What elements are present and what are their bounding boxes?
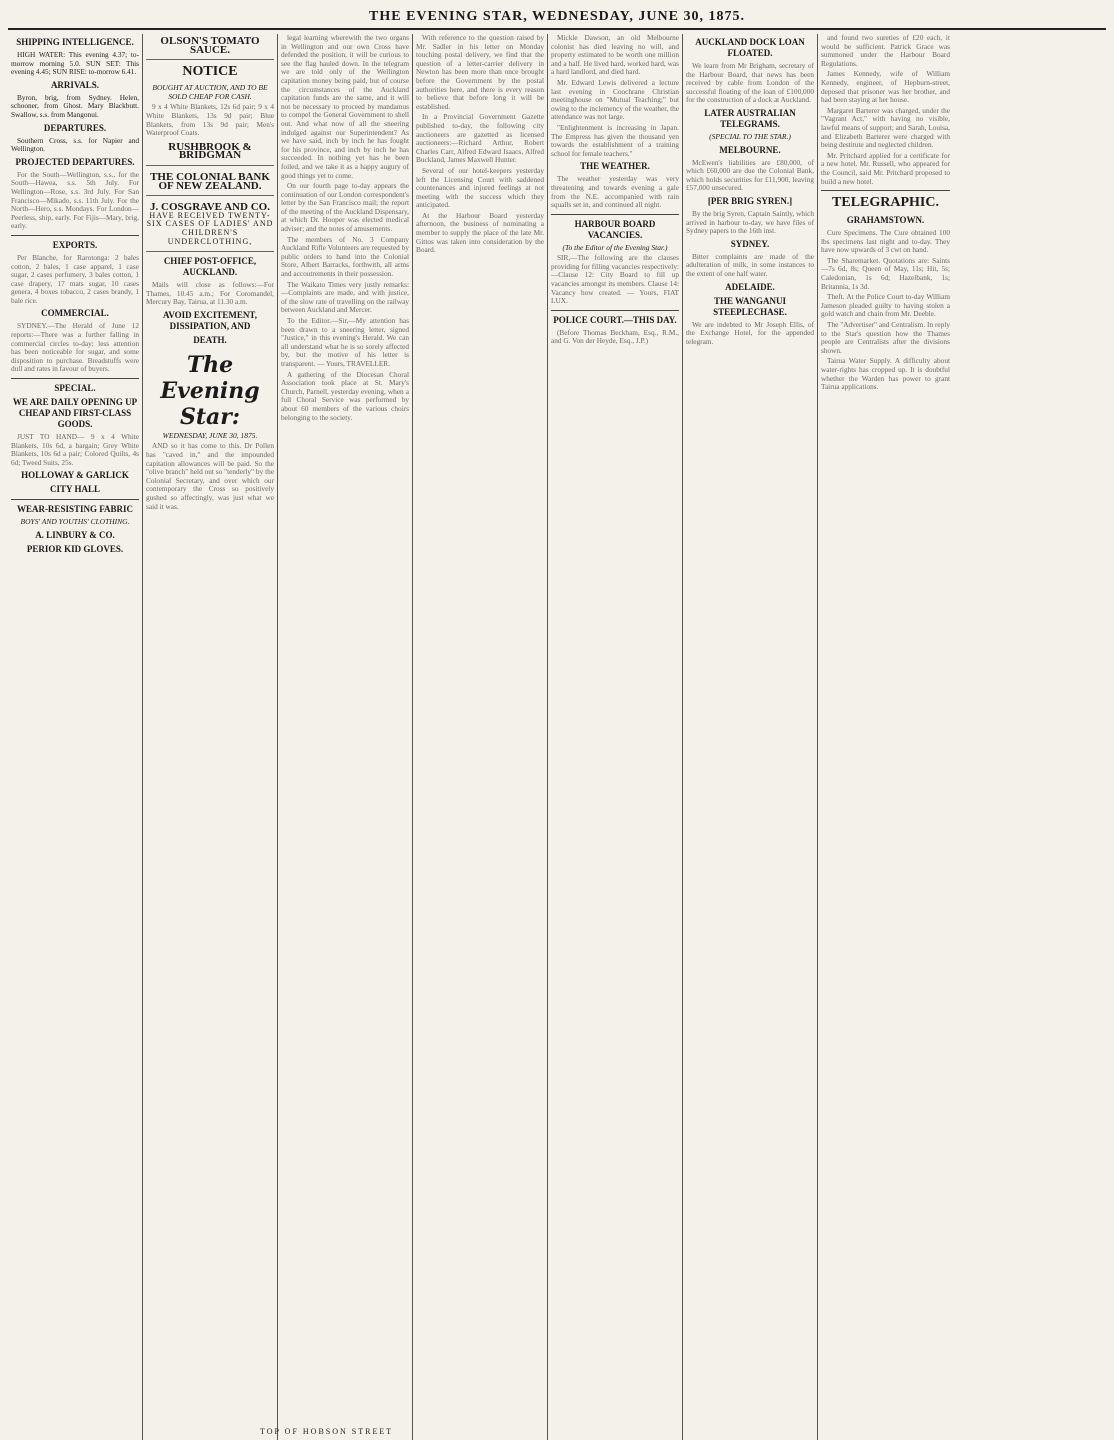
exports-heading: EXPORTS. [52, 239, 98, 250]
column-text: AND so it has come to this. Dr Pollen has "caved in," and the impounded capitation allowances will be paid. So the "olive branch" held out so "tenderly" by the Colonial Secretary, and over which our contemporary the Cross so positively gushed so affectingly, was just what we said it was. [146, 441, 274, 511]
dock-heading: AUCKLAND DOCK LOAN FLOATED. [695, 37, 805, 58]
linbury-heading: A. LINBURY & CO. [35, 530, 115, 540]
arrivals-heading: ARRIVALS. [50, 79, 100, 90]
column-text: The "Advertiser" and Centralism. In reply to the Star's question how the Thames people are Centralists after the divisions shown. [821, 320, 950, 355]
cityhall-heading: CITY HALL [50, 484, 100, 495]
column-text: Cure Specimens. The Cure obtained 100 lbs specimens last night and to-day. They have now upwards of 3 cwt on hand. [821, 228, 950, 255]
avoid-heading: AVOID EXCITEMENT, DISSIPATION, AND [162, 309, 257, 331]
cosgrave-ad [146, 200, 274, 252]
notice-heading: NOTICE [182, 64, 238, 80]
commercial-heading: COMMERCIAL. [41, 308, 109, 319]
column-5 [548, 34, 683, 1440]
column-text: On our fourth page to-day appears the continuation of our London correspondent's letter by the San Francisco mail; the report of the meeting of the Auckland Dispensary, at which Dr. Hooper was elected medical adviser; and the notes of amusements. [281, 181, 409, 234]
column-text: The Waikato Times very justly remarks:—Complaints are made, and with justice, of the slow rate of travelling on the railway between Auckland and Mercer. [281, 279, 409, 315]
later-heading: LATER AUSTRALIAN TELEGRAMS. [704, 107, 796, 129]
column-text: To the Editor.—Sir,—My attention has been drawn to a sneering letter, signed "Justice," in this evening's Herald. We can all understand what he is so sorely affected by, but the motive of his letter is transparent. — Yours, TRAVELLER. [281, 316, 409, 368]
column-4 [413, 34, 548, 1440]
olsons-ad [146, 34, 274, 60]
kid-heading: PERIOR KID GLOVES. [26, 544, 124, 554]
colonial-ad [146, 170, 274, 196]
column-text: SYDNEY.—The Herald of June 12 reports:—There was a further falling in commercial circles to-day; less attention has been noticeable for sugar, and some disposition to purchase. Breadstuffs were dull and rates in favour of buyers. [11, 321, 139, 374]
boys-subheading: BOYS' AND YOUTHS' CLOTHING. [20, 517, 130, 527]
column-text: McEwen's liabilities are £80,000, of which £60,000 are due the Colonial Bank, which holds securities for £11,900, leaving £57,000 unsecured. [686, 157, 814, 193]
column-7 [818, 34, 953, 1440]
column-text: Mails will close as follows:—For Thames, 10.45 a.m.; For Coromandel, Mercury Bay, Tairua, at 11.30 a.m. [146, 280, 274, 307]
column-text: Per Blanche, for Rarotonga: 2 bales cotton, 2 bales, 1 case apparel, 1 case sugar, 2 cases perfumery, 3 bales cotton, 1 case drapery, 17 mats sugar, 10 cases genera, 4 boxes tobacco, 2 cases brandy, 1 bale rice. [11, 252, 139, 305]
wear-heading: WEAR-RESISTING FABRIC [16, 504, 134, 515]
footer-line: TOP OF HOBSON STREET [260, 1427, 394, 1436]
column-text: "Enlightenment is increasing in Japan. The Empress has given the thousand yen towards the establishment of a training school for female teachers." [551, 122, 679, 158]
postoffice-heading: CHIEF POST-OFFICE, AUCKLAND. [163, 256, 257, 278]
adelaide-heading: ADELAIDE. [725, 281, 775, 292]
tides-text: HIGH WATER: This evening 4.37; to-morrow morning 5.0. SUN SET: This evening 4.45; SUN RISE: to-morrow 6.41. [11, 50, 139, 77]
column-text: The members of No. 3 Company Auckland Rifle Volunteers are requested by public orders to hand into the Colonial Store, Albert Barracks, forthwith, all arms and accoutrements in their possession. [281, 234, 409, 279]
column-text: (Before Thomas Beckham, Esq., R.M., and G. Von der Heyde, Esq., J.P.) [551, 327, 679, 346]
column-text: Mr. Pritchard applied for a certificate for a new hotel. Mr. Russell, who appeared for the Council, said Mr. Pritchard proposed to build a new hotel. [821, 150, 950, 186]
column-text: For the South—Wellington, s.s., for the South—Hawea, s.s. 5th July. For Wellington—Rose, s.s. 3rd July. For San Francisco—Mikado, s.s. 11th July. For the North—Hero, s.s. Mondays. For London—Peerless, ship, early. For Fijis—Mary, brig, early. [11, 169, 139, 231]
death-heading: DEATH. [193, 334, 227, 345]
column-text: Bitter complaints are made of the adulteration of milk, in some instances to the extent of one half water. [686, 251, 814, 278]
column-1 [8, 34, 143, 1440]
column-text: legal learning wherewith the two organs in Wellington and our own Cross have defended the position, it will be curious to see the flag hauled down. In the telegram we are told only of the Wellington capitation money being paid, but of course the circumstances of the Auckland capitation funds are the same, and it will not be necessary to proceed by mandamus to compel the General Government to shell out. And what now of all the sneering indulged against our Superintendent? As we have said, inch by inch he has fought for his province, and inch by inch he has succeeded. In nothing yet has he been foiled, and we take it as a happy augury of good things yet to come. [281, 34, 409, 180]
column-text: At the Harbour Board yesterday afternoon, the business of nominating a member to supply the place of the late Mr. Gittos was taken into consideration by the Board. [416, 210, 544, 255]
column-text: We are indebted to Mr Joseph Ellis, of the Exchange Hotel, for the appended telegram. [686, 319, 814, 346]
column-text: SIR,—The following are the clauses providing for filling vacancies respectively:—Clause 12: City Board to fill up vacancies amongst its members. Clause 14: Vacancy how created. — Yours, FIAT LUX. [551, 253, 679, 306]
harbour-heading: HARBOUR BOARD VACANCIES. [574, 218, 656, 240]
bought-text: BOUGHT AT AUCTION, AND TO BE SOLD CHEAP FOR CASH. [152, 83, 268, 101]
departures-text: Southern Cross, s.s. for Napier and Wellington. [11, 135, 139, 154]
column-text: JUST TO HAND— 9 x 4 White Blankets, 10s 6d, a bargain; Grey White Blankets, 10s 6d a pair; Colored Quilts, 4s 6d; Tweed Suits, 25s. [11, 432, 139, 467]
rushbrook-ad [146, 140, 274, 166]
special-ad: WE ARE DAILY OPENING UP CHEAP AND FIRST-CLASS GOODS. [12, 397, 138, 430]
column-text: Several of our hotel-keepers yesterday left the Licensing Court with saddened countenances and injured feelings at not meeting with the success which they anticipated. [416, 165, 544, 210]
column-text: 9 x 4 White Blankets, 12s 6d pair; 9 x 4 White Blankets, 13s 9d pair; Blue Blankets, from 13s 9d pair; Men's Waterproof Coats. [146, 102, 274, 138]
column-text: In a Provincial Government Gazette published to-day, the following city auctioneers are gazetted as licensed auctioneers:—Richard Arthur, Robert Charles Carr, Alfred Edward Isaacs, Alfred Buckland, James Maxwell Hunter. [416, 112, 544, 165]
column-text: James Kennedy, wife of William Kennedy, engineer, of Hepburn-street, deposed that prisoner was her brother, and had been staying at her house. [821, 69, 950, 105]
syren-heading: [PER BRIG SYREN.] [707, 195, 793, 206]
column-text: Mr. Edward Lewis delivered a lecture last evening in Coochrane Christian meetinghouse on "Mutual Teaching;" but owing to the inclemency of the weather, the attendance was not large. [551, 77, 679, 122]
colonial-title: THE COLONIAL BANK OF NEW ZEALAND. [150, 170, 270, 192]
sydney-heading: SYDNEY. [730, 238, 770, 249]
departures-heading: DEPARTURES. [43, 122, 107, 133]
column-text: Theft. At the Police Court to-day William Jameson pleaded guilty to having stolen a gold watch and chain from Mr. Deeble. [821, 292, 950, 319]
column-2 [143, 34, 278, 1440]
weather-heading: THE WEATHER. [580, 161, 650, 172]
column-3 [278, 34, 413, 1440]
rushbrook-title: RUSHBROOK & BRIDGMAN [168, 140, 252, 162]
shipping-heading: SHIPPING INTELLIGENCE. [16, 37, 134, 47]
column-text: A gathering of the Diocesan Choral Association took place at St. Mary's Church, Parnell, yesterday evening, when a full Choral Service was performed by about 60 members of the various choirs belonging to the society. [281, 369, 409, 422]
telegraphic-heading: TELEGRAPHIC. [832, 195, 939, 211]
steeple-heading: THE WANGANUI STEEPLECHASE. [713, 295, 787, 317]
projected-heading: PROJECTED DEPARTURES. [15, 156, 135, 167]
special-star: (SPECIAL TO THE STAR.) [709, 131, 791, 141]
paper-title: The Evening Star: [160, 351, 260, 430]
melbourne-heading: MELBOURNE. [719, 144, 781, 155]
column-text: By the brig Syren, Captain Saintly, which arrived in harbour to-day, we have files of Sydney papers to the 16th inst. [686, 208, 814, 236]
column-text: The weather yesterday was very threatening and towards evening a gale from the N.E. accompanied with rain squalls set in, and continued all night. [551, 174, 679, 210]
masthead: THE EVENING STAR, WEDNESDAY, JUNE 30, 1875. [8, 6, 1106, 30]
column-text: The Sharemarket. Quotations are: Saints—7s 6d, 8s; Queen of May, 11s; Hit, 5s; Caledonian, 1s 6d; Hazelbank, 1s; Britannia, 1s 3d. [821, 255, 950, 291]
column-6 [683, 34, 818, 1440]
harbour-sub: (To the Editor of the Evening Star.) [562, 242, 668, 252]
column-text: and found two sureties of £20 each, it would be sufficient. Patrick Grace was summoned under the Harbour Board Regulations. [821, 34, 950, 68]
column-text: Margaret Barterer was charged, under the "Vagrant Act," with having no visible, lawful means of support; and Sarah, Louisa, and Elizabeth Barterer were charged with being destitute and neglected children. [821, 105, 950, 150]
arrivals-text: Byron, brig, from Sydney. Helen, schooner, from Ghost. Mary Blackbutt. Swallow, s.s. from Mangonui. [11, 92, 139, 119]
holloway-heading: HOLLOWAY & GARLICK [21, 470, 129, 481]
paper-date: WEDNESDAY, JUNE 30, 1875. [162, 430, 258, 440]
cosgrave-subtitle: HAVE RECEIVED TWENTY-SIX CASES OF LADIES' AND CHILDREN'S UNDERCLOTHING, [146, 210, 274, 246]
column-text: Mickle Dawson, an old Melbourne colonist has died leaving no will, and property estimated to be worth one million and a half. He lived hard, worked hard, was a hard landlord, and died hard. [551, 34, 679, 77]
column-text: Tairua Water Supply. A difficulty about water-rights has cropped up. It is doubtful whether the Warden has power to grant Tairua applications. [821, 356, 950, 392]
cosgrave-title: J. COSGRAVE AND CO. [150, 201, 270, 214]
special-heading: SPECIAL. [54, 383, 96, 394]
column-text: We learn from Mr Brigham, secretary of the Harbour Board, that news has been received by cable from London of the successful floating of the loan of £100,000 for the construction of a dock at Auckland. [686, 61, 814, 105]
column-text: With reference to the question raised by Mr. Sadler in his letter on Monday touching postal delivery, we find that the question of a letter-carrier delivery in Newton has been more than once brought before the Government by the postal authorities here, and there is every reason to believe that before long it will be established. [416, 34, 544, 111]
olsons-title: OLSON'S TOMATO SAUCE. [160, 35, 260, 56]
grahamstown-heading: GRAHAMSTOWN. [846, 215, 925, 226]
police-heading: POLICE COURT.—THIS DAY. [553, 314, 677, 325]
